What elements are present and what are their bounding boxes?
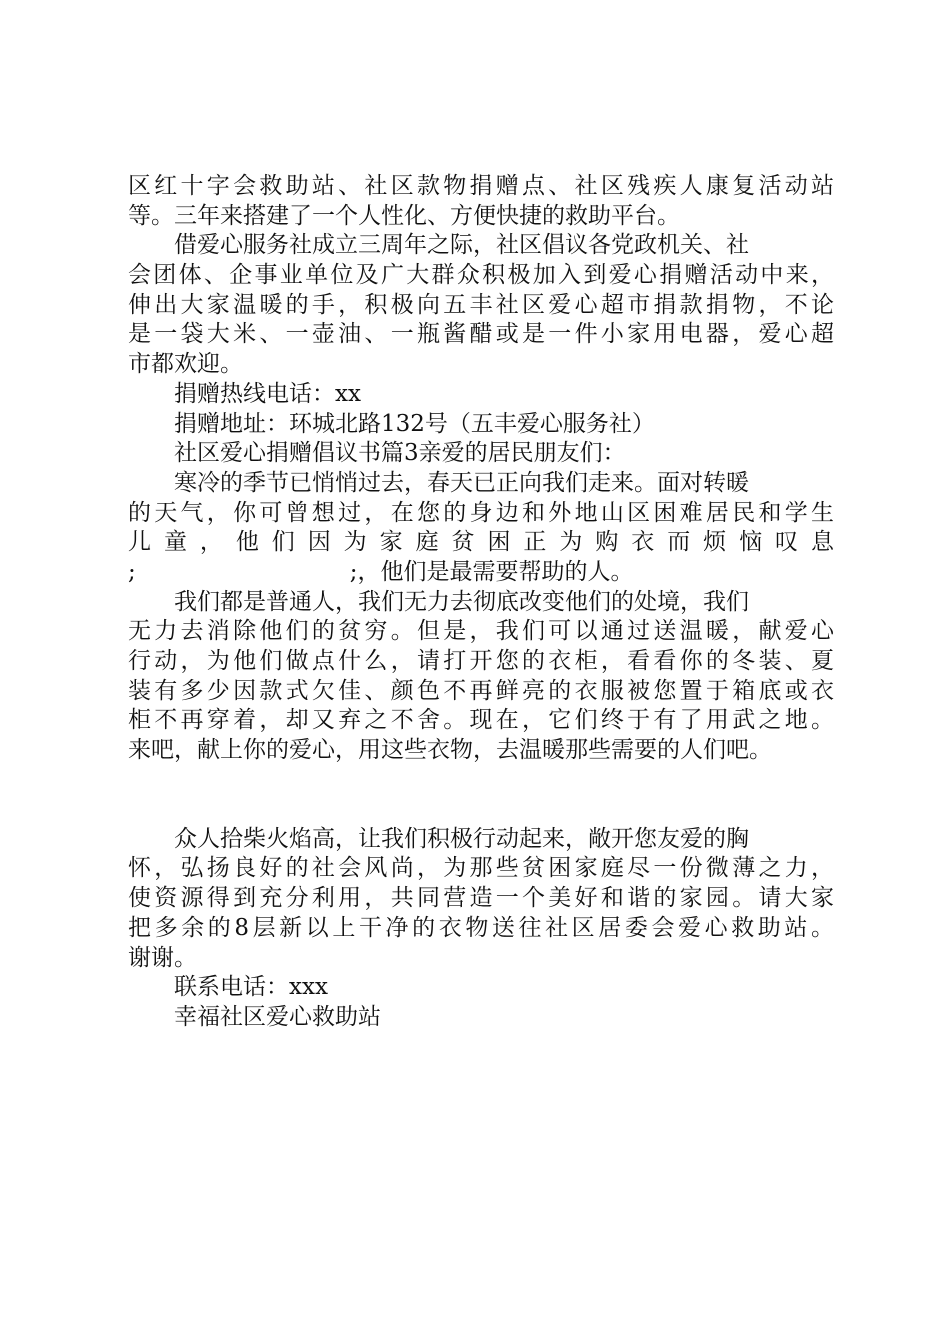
text-line: 柜不再穿着，却又弃之不舍。现在，它们终于有了用武之地。 [128, 707, 834, 734]
text-line: 市都欢迎。 [128, 351, 243, 378]
text-line: 把多余的8层新以上干净的衣物送往社区居委会爱心救助站。 [128, 914, 834, 941]
text-line: 伸出大家温暖的手，积极向五丰社区爱心超市捐款捐物，不论 [128, 291, 834, 318]
text-line: 使资源得到充分利用，共同营造一个美好和谐的家园。请大家 [128, 885, 834, 912]
text-line: 行动，为他们做点什么，请打开您的衣柜，看看你的冬装、夏 [128, 648, 834, 674]
text-line: 等。三年来搭建了一个人性化、方便快捷的救助平台。 [128, 202, 680, 229]
text-line: 是一袋大米、一壶油、一瓶酱醋或是一件小家用电器，爱心超 [128, 321, 834, 348]
text-line [128, 558, 834, 588]
semicolon-mark: ; [128, 558, 136, 585]
document-page [128, 172, 834, 1033]
paragraph-4 [128, 588, 834, 766]
paragraph-5 [128, 825, 834, 973]
text-line: 我们都是普通人，我们无力去彻底改变他们的处境，我们 [174, 588, 749, 615]
text-line: 怀，弘扬良好的社会风尚，为那些贫困家庭尽一份微薄之力， [128, 855, 834, 882]
text-fragment: ;，他们是最需要帮助的人。 [349, 558, 634, 585]
text-line: 区红十字会救助站、社区款物捐赠点、社区残疾人康复活动站 [128, 173, 834, 199]
text-line: 会团体、企事业单位及广大群众积极加入到爱心捐赠活动中来， [128, 262, 834, 289]
text-line: 借爱心服务社成立三周年之际，社区倡议各党政机关、社 [174, 232, 749, 259]
text-line: 装有多少因款式欠佳、颜色不再鲜亮的衣服被您置于箱底或衣 [128, 677, 834, 704]
paragraph-1 [128, 172, 834, 231]
donation-hotline: 捐赠热线电话：xx [174, 380, 361, 407]
paragraph-2 [128, 231, 834, 379]
text-line: 谢谢。 [128, 944, 197, 971]
contact-phone: 联系电话：xxx [174, 974, 328, 1001]
proposal-heading: 社区爱心捐赠倡议书篇3亲爱的居民朋友们： [174, 440, 626, 467]
text-line: 众人拾柴火焰高，让我们积极行动起来，敞开您友爱的胸 [174, 825, 749, 852]
text-line: 儿童，他们因为家庭贫困正为购衣而烦恼叹息 [128, 529, 834, 556]
signature: 幸福社区爱心救助站 [174, 1003, 381, 1030]
donation-address: 捐赠地址：环城北路132号（五丰爱心服务社） [174, 410, 655, 437]
paragraph-3 [128, 469, 834, 588]
blank-line [128, 766, 834, 825]
text-line: 寒冷的季节已悄悄过去，春天已正向我们走来。面对转暖 [174, 469, 749, 496]
text-line: 来吧，献上你的爱心，用这些衣物，去温暖那些需要的人们吧。 [128, 737, 772, 764]
text-line: 无力去消除他们的贫穷。但是，我们可以通过送温暖，献爱心 [128, 618, 834, 645]
text-line: 的天气，你可曾想过，在您的身边和外地山区困难居民和学生 [128, 499, 834, 526]
